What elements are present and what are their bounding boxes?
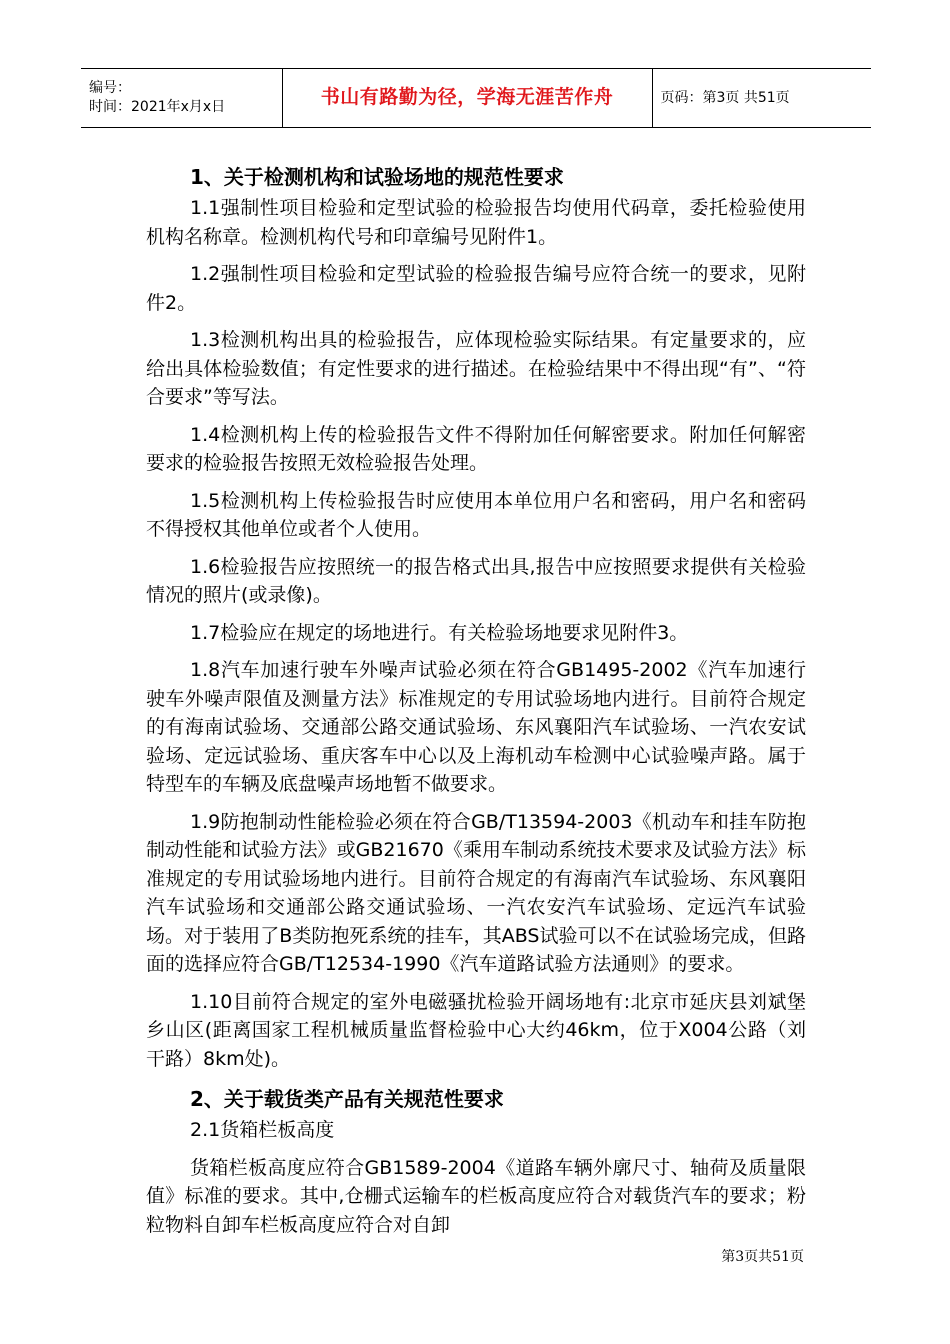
page-header (81, 68, 871, 128)
paragraph-1-3: 1.3检测机构出具的检验报告，应体现检验实际结果。有定量要求的，应给出具体检验数值；有定性要求的进行描述。在检验结果中不得出现“有”、“符合要求”等写法。 (146, 329, 806, 408)
document-body (146, 160, 806, 1248)
paragraph-1-6: 1.6检验报告应按照统一的报告格式出具,报告中应按照要求提供有关检验情况的照片(或录像)。 (146, 555, 806, 606)
paragraph-1-4: 1.4检测机构上传的检验报告文件不得附加任何解密要求。附加任何解密要求的检验报告按照无效检验报告处理。 (146, 423, 806, 474)
header-motto: 书山有路勤为径，学海无涯苦作舟 (320, 85, 614, 108)
header-meta (81, 69, 282, 128)
paragraph-1-2: 1.2强制性项目检验和定型试验的检验报告编号应符合统一的要求，见附件2。 (146, 263, 806, 314)
header-motto-cell (282, 69, 652, 128)
paragraph-1-7: 1.7检验应在规定的场地进行。有关检验场地要求见附件3。 (190, 621, 689, 644)
paragraph-2-1: 2.1货箱栏板高度 (190, 1119, 335, 1141)
paragraph-2-1-body: 货箱栏板高度应符合GB1589-2004《道路车辆外廓尺寸、轴荷及质量限值》标准的要求。其中,仓栅式运输车的栏板高度应符合对载货汽车的要求；粉粒物料自卸车栏板高度应符合对自卸 (146, 1156, 806, 1236)
document-number-label: 编号： (89, 80, 131, 96)
section-heading-1: 1、关于检测机构和试验场地的规范性要求 (190, 165, 564, 189)
paragraph-1-5: 1.5检测机构上传检验报告时应使用本单位用户名和密码，用户名和密码不得授权其他单位或者个人使用。 (146, 489, 806, 540)
document-date: 时间：2021年x月x日 (89, 99, 226, 115)
header-page-info: 页码：第3页 共51页 (652, 69, 871, 128)
paragraph-1-1: 1.1强制性项目检验和定型试验的检验报告均使用代码章，委托检验使用机构名称章。检测机构代号和印章编号见附件1。 (146, 197, 806, 248)
paragraph-1-10: 1.10目前符合规定的室外电磁骚扰检验开阔场地有:北京市延庆县刘斌堡乡山区(距离国家工程机械质量监督检验中心大约46km，位于X004公路（刘干路）8km处)。 (146, 990, 806, 1070)
paragraph-1-8: 1.8汽车加速行驶车外噪声试验必须在符合GB1495-2002《汽车加速行驶车外噪声限值及测量方法》标准规定的专用试验场地内进行。目前符合规定的有海南试验场、交通部公路交通试验场、东风襄阳汽车试验场、一汽农安试验场、定远试验场、重庆客车中心以及上海机动车检测中心试验噪声路。属于特型车的车辆及底盘噪声场地暂不做要求。 (146, 659, 806, 795)
paragraph-1-9: 1.9防抱制动性能检验必须在符合GB/T13594-2003《机动车和挂车防抱制动性能和试验方法》或GB21670《乘用车制动系统技术要求及试验方法》标准规定的专用试验场地内进行。目前符合规定的有海南汽车试验场、东风襄阳汽车试验场和交通部公路交通试验场、一汽农安汽车试验场、定远汽车试验场。对于装用了B类防抱死系统的挂车，其ABS试验可以不在试验场完成，但路面的选择应符合GB/T12534-1990《汽车道路试验方法通则》的要求。 (146, 810, 806, 975)
page-footer-number: 第3页共51页 (721, 1249, 804, 1265)
section-heading-2: 2、关于载货类产品有关规范性要求 (190, 1087, 504, 1111)
